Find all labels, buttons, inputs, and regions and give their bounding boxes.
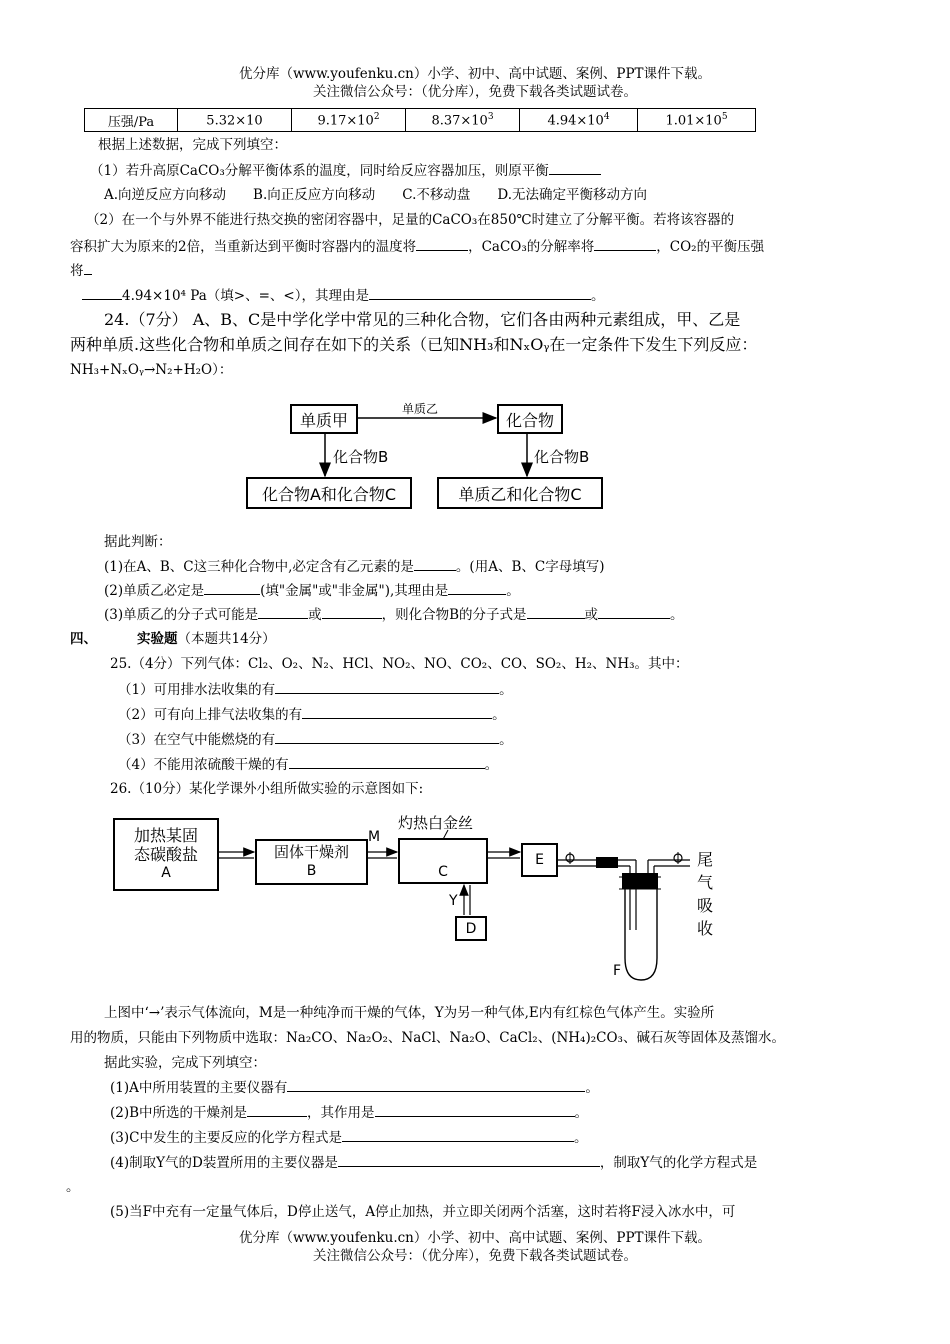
apparatus-e: E [521, 843, 558, 877]
q26-sub3 [110, 1127, 925, 1148]
gas-m-label: M [368, 829, 381, 845]
q24-sub3-text-a: (3)单质乙的分子式可能是 [104, 607, 259, 623]
apparatus-b-tag: B [306, 863, 317, 879]
q26-sub3-text: (3)C中发生的主要反应的化学方程式是 [110, 1130, 342, 1146]
q23-options: A.向逆反应方向移动 B.向正反应方向移动 C.不移动盘 D.无法确定平衡移动方向 [104, 187, 648, 203]
q25-item-text: （4）不能用浓硫酸干燥的有 [118, 757, 289, 773]
q24-sub1-text-a: (1)在A、B、C这三种化合物中,必定含有乙元素的是 [104, 559, 414, 575]
q25-item-end: 。 [499, 682, 513, 698]
q26-sub4 [110, 1152, 925, 1173]
tail-gas-char: 收 [697, 919, 714, 938]
q23-part2-text-e: 4.94×10⁴ Pa（填>、=、<），其理由是 [122, 288, 369, 304]
q26-sub4-end: 。 [66, 1179, 80, 1195]
q24-stem-line3: NH₃+NₓOᵧ→N₂+H₂O）： [70, 362, 233, 378]
q23-part2-text-c: ，CO₂的平衡压强 [656, 239, 765, 255]
q24-sub3-text-c: ，则化合物B的分子式是 [381, 607, 527, 623]
header-line-1: 优分库（www.youfenku.cn）小学、初中、高中试题、案例、PPT课件下载。 [238, 66, 712, 82]
q24-sub3-text-b: 或 [308, 607, 322, 623]
table-cell-value: 5.32×10 [206, 113, 263, 129]
test-tube-f-label: F [613, 963, 622, 979]
q26-dot: 。 [585, 1080, 599, 1096]
footer-line-1: 优分库（www.youfenku.cn）小学、初中、高中试题、案例、PPT课件下载。 [238, 1230, 712, 1246]
q24-sub2-text-b: (填"金属"或"非金属"),其理由是 [260, 583, 449, 599]
apparatus-b [255, 839, 368, 885]
q23-part2-text-f: 。 [590, 288, 605, 304]
q24-sub2-text-c: 。 [506, 583, 520, 599]
answer-blank[interactable] [287, 1077, 585, 1092]
q26-sub1-text: (1)A中所用装置的主要仪器有 [110, 1080, 288, 1096]
table-cell-exponent: 2 [373, 111, 380, 122]
q25-item-text: （2）可有向上排气法收集的有 [118, 707, 303, 723]
q23-part2-text-a: 容积扩大为原来的2倍，当重新达到平衡时容器内的温度将 [70, 239, 417, 255]
apparatus-a-line1: 加热某固 [133, 826, 198, 845]
section4-title: 实验题 [137, 631, 178, 647]
q24-sub3-text-d: 或 [584, 607, 599, 623]
q24-stem-line1: 24.（7分） A、B、C是中学化学中常见的三种化合物，它们各由两种元素组成，甲、乙是 [104, 310, 741, 329]
apparatus-a-tag: A [161, 865, 171, 881]
apparatus-b-text: 固体干燥剂 [273, 843, 349, 861]
answer-blank[interactable] [247, 1102, 307, 1117]
table-cell-value: 1.01×10 [665, 113, 722, 129]
table-cell-value: 9.17×10 [317, 113, 374, 129]
tail-gas-absorption-label [697, 848, 713, 940]
q25-stem: 25.（4分）下列气体：Cl₂、O₂、N₂、HCl、NO₂、NO、CO₂、CO、SO₂、H₂、NH₃。其中： [110, 656, 689, 672]
apparatus-a [113, 818, 219, 891]
q26-task: 据此实验，完成下列填空： [104, 1055, 266, 1071]
answer-blank[interactable] [375, 1102, 575, 1117]
q26-sub2-text-a: (2)B中所选的干燥剂是 [110, 1105, 248, 1121]
q26-dot: 。 [573, 1130, 588, 1146]
footer-line-2: 关注微信公众号：（优分库），免费下载各类试题试卷。 [313, 1248, 637, 1264]
gas-y-label: Y [449, 893, 458, 909]
q26-sub2 [110, 1102, 925, 1123]
q26-sub2-text-b: ，其作用是 [307, 1105, 375, 1121]
apparatus-a-line2: 态碳酸盐 [133, 845, 198, 864]
q26-sub5: (5)当F中充有一定量气体后，D停止送气，A停止加热，并立即关闭两个活塞，这时若将F浸入冰水中，可 [110, 1204, 736, 1220]
q26-desc-line2: 用的物质，只能由下列物质中选取：Na₂CO、Na₂O₂、NaCl、Na₂O、CaCl₂、(NH₄)₂CO₃、碱石灰等固体及蒸馏水。 [70, 1030, 785, 1046]
q26-stem: 26.（10分）某化学课外小组所做实验的示意图如下: [110, 781, 424, 797]
box-element-jia: 单质甲 [290, 404, 358, 434]
q23-part2-text-b: ，CaCO₃的分解率将 [468, 239, 595, 255]
q26-sub4-text-b: ，制取Y气的化学方程式是 [599, 1155, 758, 1171]
section4-note: （本题共14分） [177, 631, 276, 647]
q24-judge: 据此判断： [104, 534, 172, 550]
q23-part1-text: （1）若升高原CaCO₃分解平衡体系的温度，同时给反应容器加压，则原平衡 [90, 163, 549, 179]
left-arrow-label: 化合物B [333, 448, 389, 466]
q26-dot: 。 [574, 1105, 589, 1121]
q25-item-text: （3）在空气中能燃烧的有 [118, 732, 276, 748]
apparatus-c [398, 838, 488, 884]
table-cell-value: 8.37×10 [431, 113, 488, 129]
section4-number: 四、 [70, 631, 97, 647]
q24-sub2-text-a: (2)单质乙必定是 [104, 583, 205, 599]
arrow-label-element-yi: 单质乙 [402, 402, 439, 416]
q23-part2-line1: （2）在一个与外界不能进行热交换的密闭容器中，足量的CaCO₃在850℃时建立了分解平衡。若将该容器的 [86, 212, 735, 228]
answer-blank[interactable] [338, 1152, 600, 1167]
q24-stem-line2: 两种单质.这些化合物和单质之间存在如下的关系（已知NH₃和NₓOᵧ在一定条件下发生下列反应： [70, 335, 758, 354]
right-arrow-label: 化合物B [534, 448, 590, 466]
q26-sub4-text-a: (4)制取Y气的D装置所用的主要仪器是 [110, 1155, 338, 1171]
q24-sub3-text-e: 。 [670, 607, 684, 623]
q26-desc-line1: 上图中‘→’表示气体流向，M是一种纯净而干燥的气体，Y为另一种气体,E内有红棕色气体产生。实验所 [104, 1005, 715, 1021]
tail-gas-char: 吸 [697, 896, 714, 915]
q26-sub1 [110, 1077, 925, 1098]
table-label-cell: 压强/Pa [85, 109, 178, 132]
platinum-wire-label: 灼热白金丝 [398, 814, 474, 832]
tail-gas-char: 尾 [697, 850, 714, 869]
table-cell-exponent: 5 [721, 111, 728, 122]
q25-item-end: 。 [499, 732, 513, 748]
table-cell-exponent: 3 [487, 111, 494, 122]
q23-part2-text-d: 将 [70, 263, 84, 279]
tail-gas-char: 气 [697, 873, 714, 892]
q25-item-text: （1）可用排水法收集的有 [118, 682, 276, 698]
table-cell-value: 4.94×10 [547, 113, 604, 129]
box-compound: 化合物 [497, 404, 563, 434]
box-element-yi-compound-c: 单质乙和化合物C [437, 477, 603, 509]
box-compound-a-c: 化合物A和化合物C [246, 477, 412, 509]
q23-intro: 根据上述数据，完成下列填空： [98, 137, 287, 153]
q25-item-end: 。 [492, 707, 506, 723]
q24-sub1-text-b: 。(用A、B、C字母填写) [455, 559, 605, 575]
answer-blank[interactable] [342, 1127, 574, 1142]
apparatus-d: D [455, 916, 487, 941]
header-line-2: 关注微信公众号：（优分库），免费下载各类试题试卷。 [313, 84, 637, 100]
q25-item-end: 。 [484, 757, 499, 773]
table-cell-exponent: 4 [603, 111, 610, 122]
apparatus-c-tag: C [438, 864, 448, 880]
